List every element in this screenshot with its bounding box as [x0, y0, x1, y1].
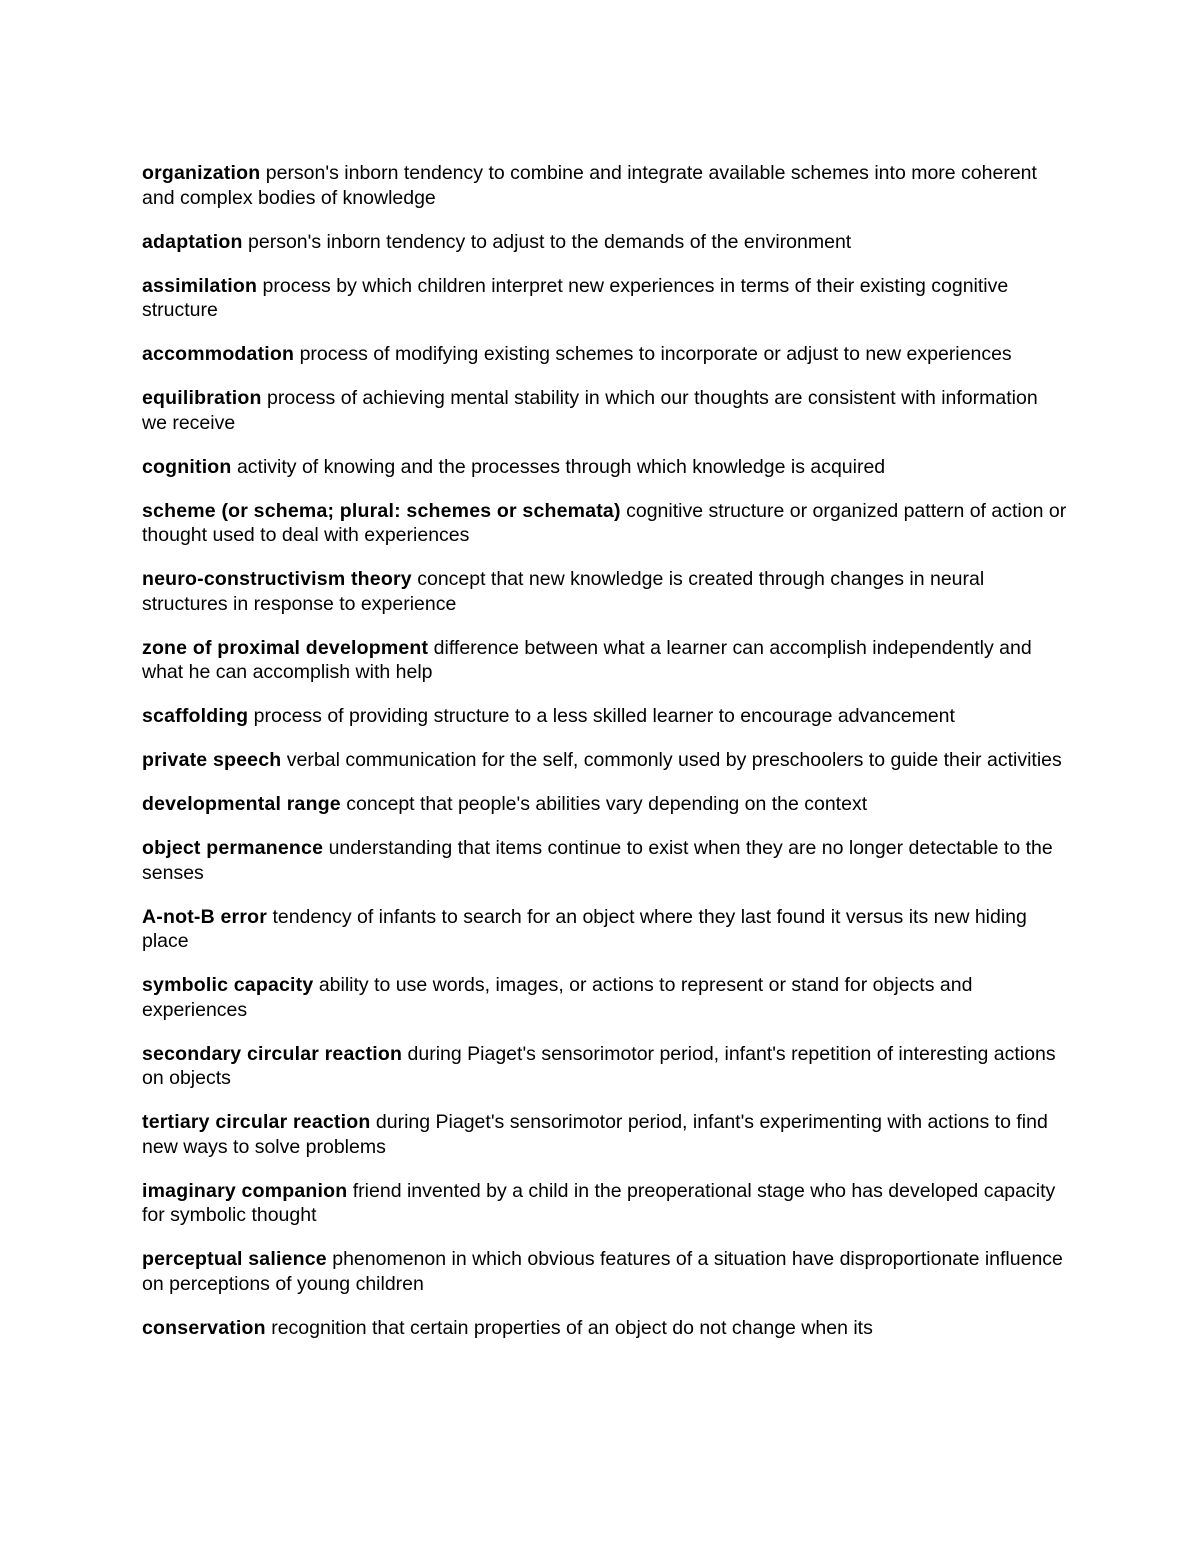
glossary-term: private speech: [142, 749, 282, 771]
glossary-definition: recognition that certain properties of an object do not change when its: [271, 1316, 873, 1339]
glossary-entry-equilibration: [142, 386, 1067, 435]
glossary-definition: friend invented by a child in the preoperational stage who has developed capacity for symbolic thought: [142, 1179, 1056, 1226]
glossary-definition: cognitive structure or organized pattern of action or thought used to deal with experiences: [142, 499, 1067, 546]
glossary-definition: verbal communication for the self, commonly used by preschoolers to guide their activities: [286, 749, 1062, 771]
glossary-definition: during Piaget's sensorimotor period, infant's repetition of interesting actions on objects: [142, 1042, 1056, 1089]
glossary-definition: concept that people's abilities vary depending on the context: [346, 793, 868, 815]
glossary-entry-adaptation: [142, 230, 1067, 255]
glossary-entry-organization: [142, 161, 1067, 210]
glossary-term: secondary circular reaction: [142, 1042, 403, 1065]
glossary-term: object permanence: [142, 837, 324, 859]
glossary-entry-conservation: [142, 1316, 1067, 1341]
glossary-definition: process of providing structure to a less skilled learner to encourage advancement: [253, 705, 955, 727]
glossary-entry-accommodation: [142, 342, 1067, 367]
glossary-entry-neuro-constructivism-theory: [142, 567, 1067, 616]
glossary-definition: person's inborn tendency to adjust to the demands of the environment: [248, 230, 852, 253]
glossary-term: scaffolding: [142, 705, 249, 727]
glossary-entry-cognition: [142, 455, 1067, 480]
glossary-term: assimilation: [142, 274, 258, 297]
glossary-term: imaginary companion: [142, 1179, 348, 1202]
glossary-term: developmental range: [142, 793, 341, 815]
glossary-entry-a-not-b-error: [142, 905, 1067, 954]
glossary-entry-secondary-circular-reaction: [142, 1042, 1067, 1091]
glossary-term: symbolic capacity: [142, 974, 314, 996]
glossary-list: [142, 161, 1067, 1360]
glossary-definition: understanding that items continue to exist when they are no longer detectable to the senses: [142, 837, 1053, 884]
glossary-entry-developmental-range: [142, 792, 1067, 817]
glossary-definition: tendency of infants to search for an object where they last found it versus its new hiding place: [142, 905, 1027, 952]
glossary-definition: phenomenon in which obvious features of a situation have disproportionate influence on perceptions of young children: [142, 1248, 1063, 1295]
glossary-definition: activity of knowing and the processes through which knowledge is acquired: [236, 455, 886, 478]
glossary-definition: process of achieving mental stability in which our thoughts are consistent with information we receive: [142, 387, 1038, 434]
glossary-term: A-not-B error: [142, 905, 268, 928]
glossary-entry-imaginary-companion: [142, 1179, 1067, 1228]
glossary-term: tertiary circular reaction: [142, 1111, 371, 1133]
glossary-definition: concept that new knowledge is created through changes in neural structures in response to experience: [142, 568, 985, 615]
glossary-entry-object-permanence: [142, 836, 1067, 885]
glossary-term: conservation: [142, 1316, 266, 1339]
glossary-definition: process by which children interpret new experiences in terms of their existing cognitive structure: [142, 274, 1009, 321]
glossary-entry-assimilation: [142, 274, 1067, 323]
glossary-definition: person's inborn tendency to combine and integrate available schemes into more coherent and complex bodies of knowledge: [142, 162, 1037, 209]
glossary-term: perceptual salience: [142, 1248, 327, 1270]
glossary-term: neuro-constructivism theory: [142, 568, 412, 590]
glossary-term: organization: [142, 162, 261, 184]
glossary-definition: ability to use words, images, or actions to represent or stand for objects and experiences: [142, 974, 973, 1021]
glossary-term: equilibration: [142, 387, 262, 409]
glossary-entry-perceptual-salience: [142, 1247, 1067, 1296]
glossary-term: zone of proximal development: [142, 636, 429, 659]
glossary-entry-private-speech: [142, 748, 1067, 773]
glossary-term: cognition: [142, 455, 232, 478]
glossary-entry-tertiary-circular-reaction: [142, 1110, 1067, 1159]
glossary-definition: process of modifying existing schemes to incorporate or adjust to new experiences: [299, 343, 1012, 365]
glossary-term: scheme (or schema; plural: schemes or schemata): [142, 499, 621, 522]
glossary-entry-symbolic-capacity: [142, 973, 1067, 1022]
glossary-entry-scheme: [142, 499, 1067, 548]
glossary-term: accommodation: [142, 343, 295, 365]
glossary-definition: difference between what a learner can accomplish independently and what he can accomplish with help: [142, 636, 1032, 683]
glossary-entry-zone-of-proximal-development: [142, 636, 1067, 685]
glossary-entry-scaffolding: [142, 704, 1067, 729]
glossary-term: adaptation: [142, 230, 243, 253]
glossary-definition: during Piaget's sensorimotor period, infant's experimenting with actions to find new ways to solve problems: [142, 1111, 1048, 1158]
